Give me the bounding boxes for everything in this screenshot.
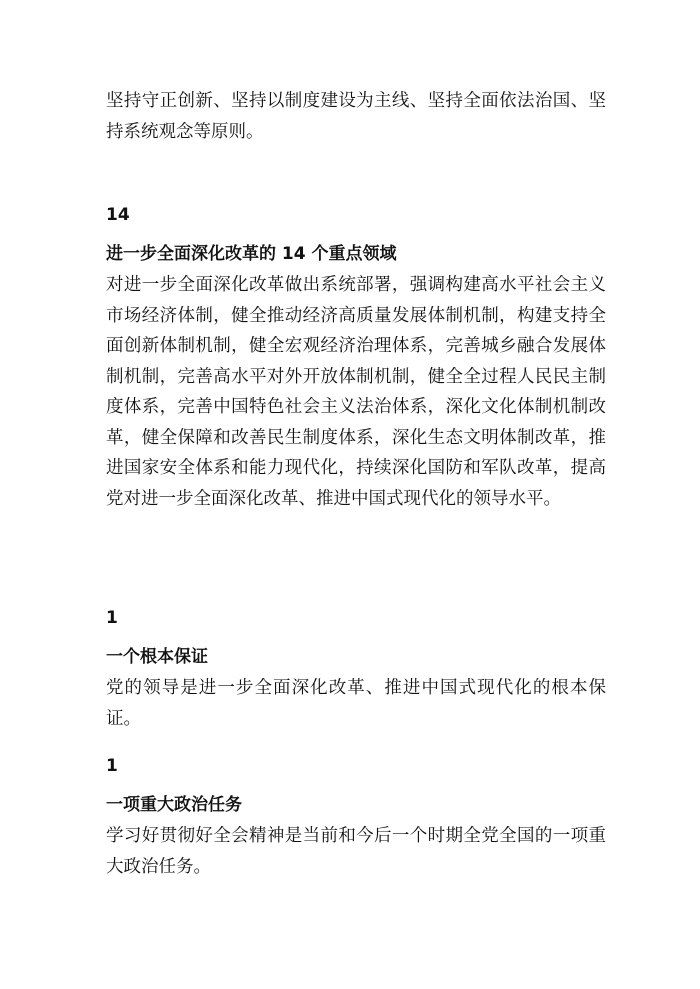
- section-heading: 一项重大政治任务: [106, 795, 242, 815]
- section-number: 1: [106, 608, 118, 628]
- section-body: 学习好贯彻好全会精神是当前和今后一个时期全党全国的一项重大政治任务。: [106, 826, 606, 877]
- intro-block: [106, 86, 606, 147]
- section-body: 对进一步全面深化改革做出系统部署，强调构建高水平社会主义市场经济体制，健全推动经济高质量发展体制机制，构建支持全面创新体制机制，健全宏观经济治理体系，完善城乡融合发展体制机制，完善高水平对外开放体制机制，健全全过程人民民主制度体系，完善中国特色社会主义法治体系，深化文化体制机制改革，健全保障和改善民生制度体系，深化生态文明体制改革，推进国家安全体系和能力现代化，持续深化国防和军队改革，提高党对进一步全面深化改革、推进中国式现代化的领导水平。: [106, 275, 606, 509]
- section-political-task-block: [106, 754, 606, 882]
- section-number: 1: [106, 756, 118, 776]
- intro-paragraph: 坚持守正创新、坚持以制度建设为主线、坚持全面依法治国、坚持系统观念等原则。: [106, 91, 606, 142]
- section-number: 14: [106, 205, 130, 225]
- section-heading: 一个根本保证: [106, 647, 208, 667]
- section-body: 党的领导是进一步全面深化改革、推进中国式现代化的根本保证。: [106, 678, 606, 729]
- section-14-block: [106, 203, 606, 514]
- section-root-guarantee-block: [106, 606, 606, 734]
- section-heading: 进一步全面深化改革的 14 个重点领域: [106, 244, 397, 264]
